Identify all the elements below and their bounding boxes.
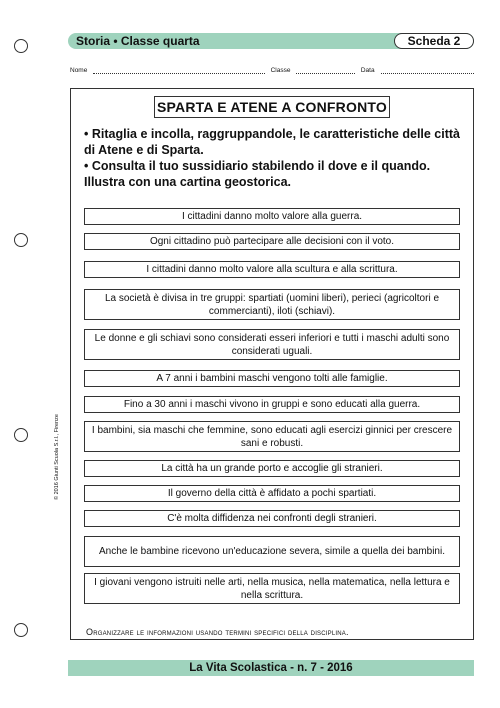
binder-hole <box>14 39 28 53</box>
name-label: Nome <box>70 67 88 74</box>
cutout-strip[interactable]: Le donne e gli schiavi sono considerati esseri inferiori e tutti i maschi adulti sono considerati uguali. <box>84 329 460 360</box>
cutout-strip[interactable]: La città ha un grande porto e accoglie gli stranieri. <box>84 460 460 477</box>
cutout-strip[interactable]: I cittadini danno molto valore alla guerra. <box>84 208 460 225</box>
student-info-line <box>70 67 474 74</box>
copyright-note: © 2016 Giunti Scuola S.r.l., Firenze <box>54 414 60 500</box>
cutout-strip[interactable]: C'è molta diffidenza nei confronti degli stranieri. <box>84 510 460 527</box>
class-field[interactable] <box>296 67 354 74</box>
cutout-strip[interactable]: Fino a 30 anni i maschi vivono in gruppi e sono educati alla guerra. <box>84 396 460 413</box>
date-field[interactable] <box>381 67 474 74</box>
cutout-strip[interactable]: I bambini, sia maschi che femmine, sono educati agli esercizi ginnici per crescere sani e robusti. <box>84 421 460 452</box>
instructions <box>84 126 474 190</box>
footer-note: Organizzare le informazioni usando termini specifici della disciplina. <box>86 627 349 637</box>
cutout-strip[interactable]: Ogni cittadino può partecipare alle decisioni con il voto. <box>84 233 460 250</box>
date-label: Data <box>360 67 375 74</box>
cutout-strip[interactable]: Il governo della città è affidato a pochi spartiati. <box>84 485 460 502</box>
cutout-strip[interactable]: I cittadini danno molto valore alla scultura e alla scrittura. <box>84 261 460 278</box>
subject-label: Storia • Classe quarta <box>76 34 200 48</box>
binder-hole <box>14 623 28 637</box>
instruction-2: • Consulta il tuo sussidiario stabilendo il dove e il quando. Illustra con una cartina geostorica. <box>84 159 431 189</box>
binder-hole <box>14 233 28 247</box>
footer-bar: La Vita Scolastica - n. 7 - 2016 <box>68 660 474 676</box>
cutout-strip[interactable]: La società è divisa in tre gruppi: spartiati (uomini liberi), perieci (agricoltori e commercianti), iloti (schiavi). <box>84 289 460 320</box>
name-field[interactable] <box>93 67 264 74</box>
instruction-1: • Ritaglia e incolla, raggruppandole, le caratteristiche delle città di Atene e di Sparta. <box>84 127 461 157</box>
header-bar <box>68 33 474 49</box>
page-title: SPARTA E ATENE A CONFRONTO <box>154 96 390 118</box>
cutout-strip[interactable]: A 7 anni i bambini maschi vengono tolti alle famiglie. <box>84 370 460 387</box>
class-label: Classe <box>270 67 291 74</box>
cutout-strip[interactable]: I giovani vengono istruiti nelle arti, nella musica, nella matematica, nella lettura e nella scrittura. <box>84 573 460 604</box>
binder-hole <box>14 428 28 442</box>
cutout-strip[interactable]: Anche le bambine ricevono un'educazione severa, simile a quella dei bambini. <box>84 536 460 567</box>
worksheet-label: Scheda 2 <box>394 33 474 49</box>
